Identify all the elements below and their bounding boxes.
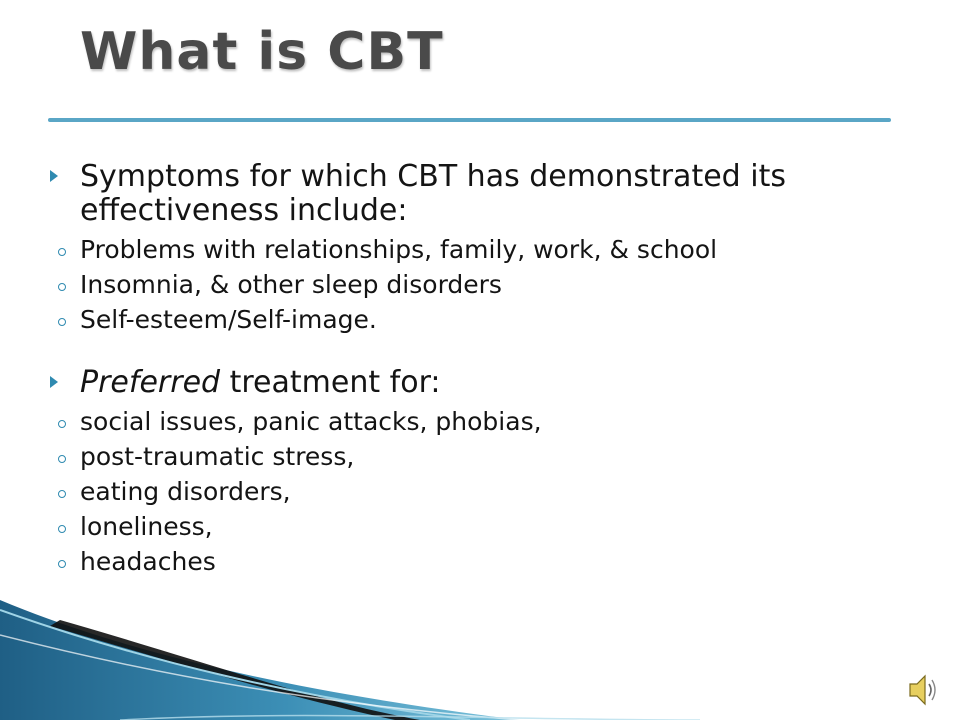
speaker-icon[interactable] xyxy=(906,672,942,708)
bullet-symptoms xyxy=(46,160,906,228)
ring-bullet-icon xyxy=(58,248,66,256)
wave-fill xyxy=(0,600,520,720)
sub-bullet: headaches xyxy=(50,544,906,579)
sub-bullet: loneliness, xyxy=(50,509,906,544)
slide-title: What is CBT xyxy=(80,22,444,82)
sub-bullet: social issues, panic attacks, phobias, xyxy=(50,404,906,439)
sub-bullet: eating disorders, xyxy=(50,474,906,509)
arrow-bullet-icon xyxy=(50,376,58,388)
ring-bullet-icon xyxy=(58,318,66,326)
title-divider xyxy=(48,118,891,122)
sub-bullet: Insomnia, & other sleep disorders xyxy=(50,267,906,302)
decorative-wave xyxy=(0,580,960,720)
ring-bullet-icon xyxy=(58,283,66,291)
bullet-text-line-1: Symptoms for which CBT has demonstrated its xyxy=(80,159,786,194)
ring-bullet-icon xyxy=(58,560,66,568)
bullet-text: treatment for: xyxy=(220,365,441,400)
ring-bullet-icon xyxy=(58,525,66,533)
arrow-bullet-icon xyxy=(50,170,58,182)
bullet-text-line-2: effectiveness include: xyxy=(80,193,408,228)
ring-bullet-icon xyxy=(58,420,66,428)
emphasis-text: Preferred xyxy=(80,365,221,400)
bullet-preferred xyxy=(46,366,906,400)
ring-bullet-icon xyxy=(58,490,66,498)
slide-content xyxy=(46,160,906,579)
sub-bullet: Self-esteem/Self-image. xyxy=(50,302,906,337)
sub-bullet: Problems with relationships, family, work, & school xyxy=(50,232,906,267)
ring-bullet-icon xyxy=(58,455,66,463)
sub-bullet: post-traumatic stress, xyxy=(50,439,906,474)
